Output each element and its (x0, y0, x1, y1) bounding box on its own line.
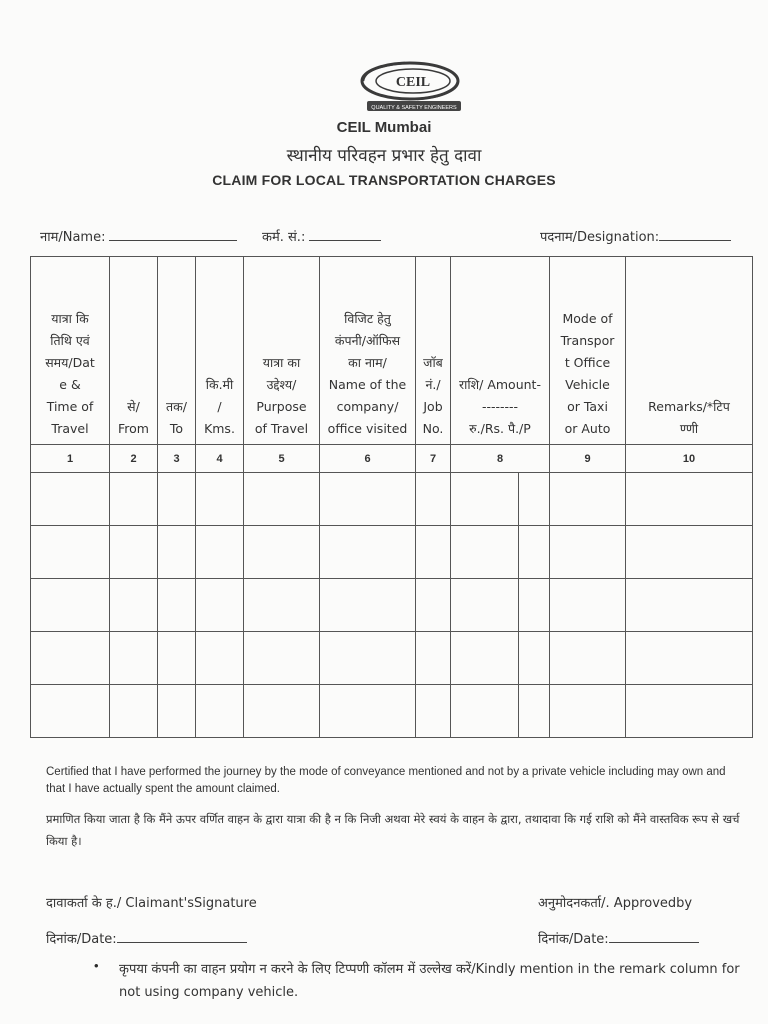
header-amount (451, 257, 550, 445)
header-line: Mode of (562, 311, 613, 326)
header-line: Kms. (204, 421, 235, 436)
header-line: ण्णी (679, 421, 699, 436)
header-line: से/ (127, 399, 140, 414)
ceil-logo (355, 58, 470, 114)
column-number: 4 (196, 445, 244, 473)
table-header-row (31, 257, 753, 445)
table-cell[interactable] (320, 685, 416, 738)
header-line: t Office (564, 355, 611, 370)
emp-no-blank-line[interactable] (309, 228, 381, 241)
header-line: Travel (51, 421, 89, 436)
table-cell[interactable] (550, 685, 626, 738)
header-date-time (31, 257, 110, 445)
table-cell[interactable] (110, 632, 158, 685)
table-cell[interactable] (320, 632, 416, 685)
header-line: उद्देश्य/ (266, 377, 297, 392)
column-number: 10 (626, 445, 753, 473)
table-cell[interactable] (244, 632, 320, 685)
header-line: कंपनी/ऑफिस (334, 333, 401, 348)
header-line: Name of the (328, 377, 407, 392)
header-line: जॉब (423, 355, 443, 370)
header-line: नं./ (425, 377, 441, 392)
header-line: company/ (336, 399, 399, 414)
table-cell[interactable] (550, 632, 626, 685)
name-blank-line[interactable] (109, 228, 237, 241)
amount-split (451, 685, 549, 737)
table-cell[interactable] (416, 579, 451, 632)
header-line: From (118, 421, 149, 436)
amount-rupees-cell[interactable] (451, 579, 519, 631)
table-cell[interactable] (451, 632, 550, 685)
table-cell[interactable] (158, 632, 196, 685)
column-number: 3 (158, 445, 196, 473)
table-cell[interactable] (110, 526, 158, 579)
table-cell[interactable] (626, 579, 753, 632)
table-cell[interactable] (626, 685, 753, 738)
header-to (158, 257, 196, 445)
table-cell[interactable] (416, 473, 451, 526)
table-cell[interactable] (158, 579, 196, 632)
table-cell[interactable] (158, 473, 196, 526)
header-line: of Travel (254, 421, 309, 436)
header-line: e & (59, 377, 81, 392)
table-cell[interactable] (244, 685, 320, 738)
claimant-date-field[interactable] (46, 929, 247, 947)
claimant-date-line[interactable] (117, 930, 247, 943)
note-text: कृपया कंपनी का वाहन प्रयोग न करने के लिए टिप्पणी कॉलम में उल्लेख करें/Kindly mention in the remark column for not using company vehicle. (119, 962, 740, 1000)
header-line: समय/Dat (45, 355, 95, 370)
table-cell[interactable] (196, 685, 244, 738)
header-line: No. (422, 421, 444, 436)
table-cell[interactable] (110, 685, 158, 738)
table-cell[interactable] (196, 473, 244, 526)
table-cell[interactable] (31, 579, 110, 632)
designation-blank-line[interactable] (659, 228, 731, 241)
table-cell[interactable] (320, 579, 416, 632)
table-cell[interactable] (196, 579, 244, 632)
amount-rupees-cell[interactable] (451, 632, 519, 684)
header-line: Purpose (256, 399, 307, 414)
table-cell[interactable] (244, 579, 320, 632)
header-line: रु./Rs. पै./P (469, 421, 531, 436)
table-cell[interactable] (416, 685, 451, 738)
header-line: or Auto (564, 421, 611, 436)
certification-hindi: प्रमाणित किया जाता है कि मैंने ऊपर वर्णित वाहन के द्वारा यात्रा की है न कि निजी अथवा मेरे स्वयं के वाहन के द्वारा, तथादावा कि गई राशि को मैंने वास्तविक रूप से खर्च किया है। (46, 812, 740, 848)
header-line: Time of (46, 399, 94, 414)
claimant-date-label: दिनांक/Date: (46, 932, 117, 947)
table-cell[interactable] (550, 579, 626, 632)
table-row (31, 579, 753, 632)
amount-rupees-cell[interactable] (451, 526, 519, 578)
header-line: office visited (327, 421, 408, 436)
column-number: 6 (320, 445, 416, 473)
column-number: 8 (451, 445, 550, 473)
header-line: राशि/ Amount- (459, 377, 541, 392)
column-number: 2 (110, 445, 158, 473)
amount-paise-cell[interactable] (519, 579, 549, 631)
column-number: 9 (550, 445, 626, 473)
header-line: यात्रा कि (51, 311, 89, 326)
table-cell[interactable] (451, 579, 550, 632)
table-row (31, 526, 753, 579)
header-mode (550, 257, 626, 445)
header-line: का नाम/ (348, 355, 387, 370)
amount-paise-cell[interactable] (519, 526, 549, 578)
amount-paise-cell[interactable] (519, 685, 549, 737)
header-line: Job (423, 399, 443, 414)
table-row (31, 685, 753, 738)
header-line: विजिट हेतु (344, 311, 391, 326)
table-cell[interactable] (158, 685, 196, 738)
header-line: कि.मी (205, 377, 234, 392)
amount-rupees-cell[interactable] (451, 473, 519, 525)
designation-field[interactable] (540, 227, 731, 245)
header-kms (196, 257, 244, 445)
table-cell[interactable] (626, 473, 753, 526)
name-field[interactable] (40, 227, 237, 245)
table-cell[interactable] (320, 526, 416, 579)
approver-date-label: दिनांक/Date: (538, 932, 609, 947)
table-cell[interactable] (31, 473, 110, 526)
table-cell[interactable] (626, 526, 753, 579)
table-cell[interactable] (550, 526, 626, 579)
header-line: To (169, 421, 184, 436)
amount-paise-cell[interactable] (519, 473, 549, 525)
table-cell[interactable] (451, 685, 550, 738)
note-bullet: • (94, 958, 99, 973)
header-from (110, 257, 158, 445)
header-line: / (217, 399, 222, 414)
emp-no-label: कर्म. सं.: (262, 230, 306, 245)
table-cell[interactable] (31, 685, 110, 738)
header-line: तिथि एवं (50, 333, 90, 348)
amount-split (451, 579, 549, 631)
logo-text: CEIL (395, 75, 431, 90)
table-row (31, 473, 753, 526)
certification-english: Certified that I have performed the journey by the mode of conveyance mentioned and not by a private vehicle including may own and that I have actually spent the amount claimed. (46, 766, 726, 795)
table-cell[interactable] (451, 473, 550, 526)
org-name: CEIL Mumbai (336, 119, 432, 136)
table-cell[interactable] (626, 632, 753, 685)
approver-date-line[interactable] (609, 930, 699, 943)
table-cell[interactable] (110, 473, 158, 526)
amount-paise-cell[interactable] (519, 632, 549, 684)
table-cell[interactable] (196, 632, 244, 685)
approved-by-label: अनुमोदनकर्ता/. Approvedby (538, 896, 693, 911)
table-cell[interactable] (416, 526, 451, 579)
header-line: Remarks/*टिप (648, 399, 730, 414)
table-cell[interactable] (320, 473, 416, 526)
header-remarks (626, 257, 753, 445)
amount-split (451, 473, 549, 525)
table-cell[interactable] (451, 526, 550, 579)
column-number-row (31, 445, 753, 473)
table-cell[interactable] (196, 526, 244, 579)
table-cell[interactable] (158, 526, 196, 579)
amount-rupees-cell[interactable] (451, 685, 519, 737)
column-number: 5 (244, 445, 320, 473)
table-row (31, 632, 753, 685)
claimant-signature-label: दावाकर्ता के ह./ Claimant'sSignature (46, 896, 257, 911)
header-line: तक/ (166, 399, 187, 414)
header-purpose (244, 257, 320, 445)
header-line: -------- (481, 399, 519, 414)
table-cell[interactable] (244, 473, 320, 526)
header-line: or Taxi (567, 399, 608, 414)
header-job-no (416, 257, 451, 445)
title-hindi: स्थानीय परिवहन प्रभार हेतु दावा (286, 146, 482, 166)
amount-split (451, 526, 549, 578)
logo-tagline: QUALITY & SAFETY ENGINEERS (371, 105, 457, 111)
header-company (320, 257, 416, 445)
column-number: 7 (416, 445, 451, 473)
claims-table (30, 256, 753, 738)
header-line: Vehicle (565, 377, 610, 392)
table-cell[interactable] (416, 632, 451, 685)
table-cell[interactable] (31, 632, 110, 685)
table-cell[interactable] (550, 473, 626, 526)
column-number: 1 (31, 445, 110, 473)
emp-no-field[interactable] (262, 227, 381, 245)
title-english: CLAIM FOR LOCAL TRANSPORTATION CHARGES (212, 172, 556, 188)
header-line: Transpor (560, 333, 615, 348)
header-line: यात्रा का (262, 355, 301, 370)
table-cell[interactable] (110, 579, 158, 632)
table-cell[interactable] (244, 526, 320, 579)
table-cell[interactable] (31, 526, 110, 579)
approver-date-field[interactable] (538, 929, 699, 947)
amount-split (451, 632, 549, 684)
name-label: नाम/Name: (40, 230, 106, 245)
designation-label: पदनाम/Designation: (540, 230, 660, 245)
